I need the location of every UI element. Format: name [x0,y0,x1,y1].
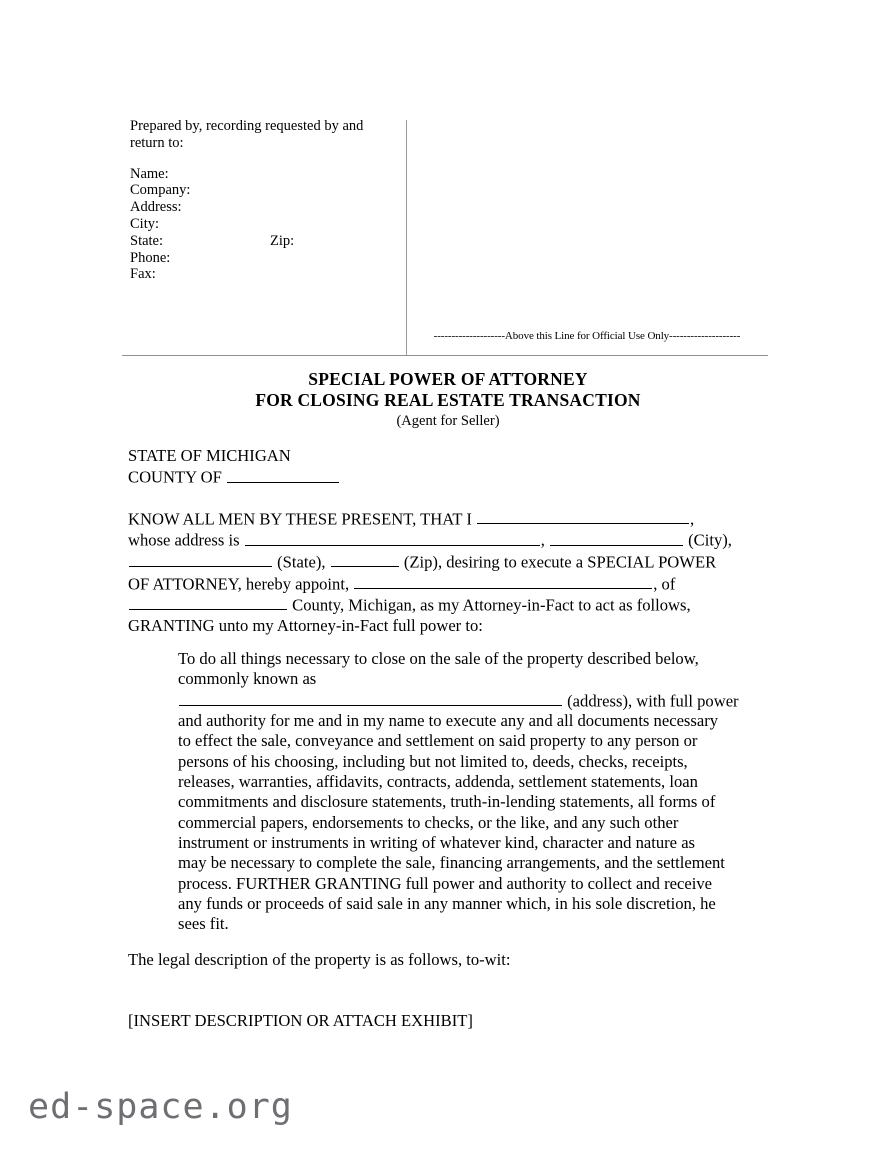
whose-address-prefix: whose address is [128,530,240,550]
powers-body-line: any funds or proceeds of said sale in any manner which, in his sole discretion, he [178,893,716,913]
field-label-state-row [130,233,400,250]
state-label: (State), [277,552,326,572]
powers-body-line: commercial papers, endorsements to checks, or the like, and any such other [178,812,679,832]
title-line-1: SPECIAL POWER OF ATTORNEY [308,369,588,389]
address-suffix-text: (address), with full power [567,690,739,710]
field-label-zip: Zip: [270,232,295,249]
appoint-line [128,573,768,595]
know-all-men-suffix: , [690,509,695,529]
powers-body-line: sees fit. [178,914,229,934]
know-all-men-prefix: KNOW ALL MEN BY THESE PRESENT, THAT I [128,509,472,529]
powers-body-line: commitments and disclosure statements, truth-in-lending statements, all forms of [178,792,716,812]
state-zip-line [128,551,768,573]
powers-body-line: and authority for me and in my name to execute any and all documents necessary [178,711,719,731]
prepared-by-line-1: Prepared by, recording requested by and [130,118,364,134]
county-label: COUNTY OF [128,467,222,487]
attorney-county-line [128,594,768,616]
county-blank[interactable] [227,466,339,482]
powers-body-line: process. FURTHER GRANTING full power and authority to collect and receive [178,873,713,893]
address-comma: , [540,530,545,550]
powers-line-2: commonly known as [178,669,317,689]
header-horizontal-rule [122,355,768,356]
field-label-city: City: [130,215,160,232]
county-line [128,466,768,488]
principal-city-blank[interactable] [550,529,683,545]
document-title-block [128,369,768,431]
powers-body-line: instrument or instruments in writing of whatever kind, character and nature as [178,832,696,852]
principal-name-blank[interactable] [477,508,689,524]
document-body [128,446,768,636]
field-label-name: Name: [130,165,169,182]
field-label-state: State: [130,232,164,249]
powers-line-1: To do all things necessary to close on the sale of the property described below, [178,649,699,668]
legal-description-placeholder: [INSERT DESCRIPTION OR ATTACH EXHIBIT] [128,1011,473,1031]
city-label: (City), [688,530,732,550]
header-vertical-divider [406,120,407,356]
powers-body-line: releases, warranties, affidavits, contracts, addenda, settlement statements, loan [178,772,698,792]
principal-zip-blank[interactable] [331,551,399,567]
spacer [128,970,768,1011]
powers-body-line: persons of his choosing, including but not limited to, deeds, checks, receipts, [178,751,688,771]
field-label-fax: Fax: [130,266,156,283]
title-line-2: FOR CLOSING REAL ESTATE TRANSACTION [255,390,641,410]
spacer [128,488,768,508]
powers-body-line: to effect the sale, conveyance and settlement on said property to any person or [178,731,698,751]
field-label-address: Address: [130,199,182,216]
principal-address-blank[interactable] [245,529,540,545]
of-attorney-suffix: , of [653,573,676,593]
field-label-company: Company: [130,182,191,199]
powers-paragraph [178,649,753,934]
zip-label-text: (Zip), desiring to execute a SPECIAL POWER [403,552,717,572]
know-all-men-line [128,508,768,530]
powers-body-line: may be necessary to complete the sale, financing arrangements, and the settlement [178,853,725,873]
legal-description-intro: The legal description of the property is as follows, to-wit: [128,950,511,969]
property-address-blank[interactable] [179,690,562,706]
attorney-in-fact-name-blank[interactable] [354,573,652,589]
county-michigan-text: County, Michigan, as my Attorney-in-Fact to act as follows, [292,595,691,615]
spacer [130,152,400,166]
state-line: STATE OF MICHIGAN [128,446,291,465]
title-subtitle: (Agent for Seller) [396,413,500,429]
site-watermark: ed-space.org [28,1087,293,1127]
whose-address-line [128,529,768,551]
property-address-line [178,690,753,712]
recording-header-block [122,118,768,355]
field-label-phone: Phone: [130,249,171,266]
prepared-by-line-2: return to: [130,134,184,151]
principal-state-blank[interactable] [129,551,272,567]
official-use-note: --------------------Above this Line for Official Use Only-------------------- [433,330,741,342]
granting-line: GRANTING unto my Attorney-in-Fact full power to: [128,615,483,635]
attorney-county-blank[interactable] [129,594,287,610]
of-attorney-prefix: OF ATTORNEY, hereby appoint, [128,573,350,593]
recording-fields [130,118,400,283]
legal-description-block [128,950,768,1032]
